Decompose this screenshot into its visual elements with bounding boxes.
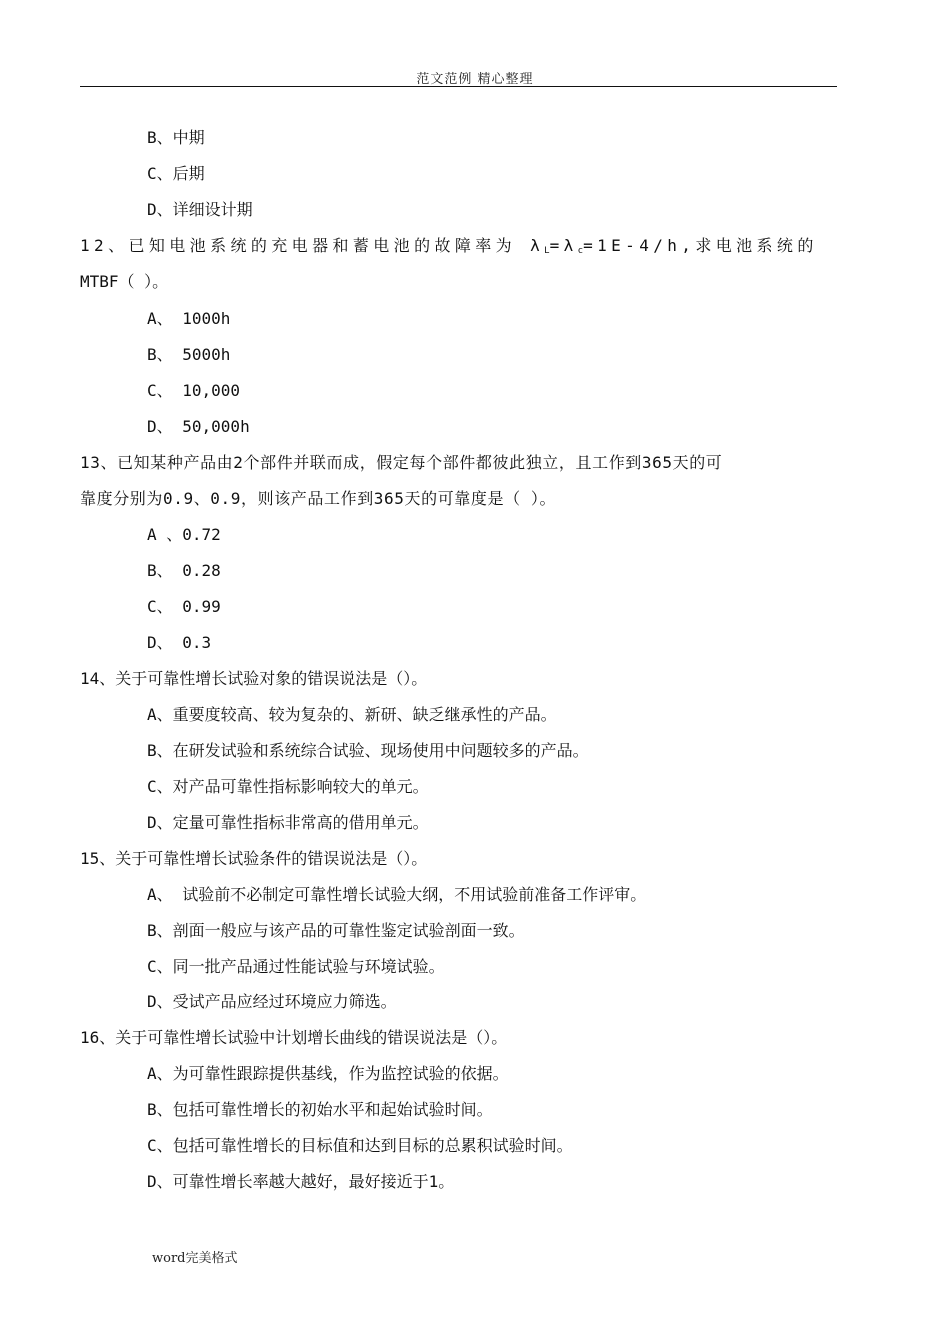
- q12-stem-line2: MTBF（ ）。: [80, 272, 169, 291]
- q13-option-a: A 、0.72: [147, 525, 221, 544]
- q13-stem-line1: 13、已知某种产品由2个部件并联而成，假定每个部件都彼此独立，且工作到365天的可: [80, 453, 723, 472]
- page-header: 范文范例 精心整理: [416, 72, 534, 87]
- q12-stem-line1: [80, 236, 818, 261]
- header-divider: [80, 86, 837, 87]
- q14-option-b: B、在研发试验和系统综合试验、现场使用中问题较多的产品。: [147, 741, 589, 760]
- q16-option-a: A、为可靠性跟踪提供基线，作为监控试验的依据。: [147, 1064, 509, 1083]
- q16-option-d: D、可靠性增长率越大越好，最好接近于1。: [147, 1172, 455, 1191]
- q12-option-c: C、 10,000: [147, 381, 241, 400]
- page-footer: word完美格式: [152, 1251, 238, 1266]
- q14-option-c: C、对产品可靠性指标影响较大的单元。: [147, 777, 429, 796]
- q15-stem: 15、关于可靠性增长试验条件的错误说法是（）。: [80, 849, 428, 868]
- q12-option-d: D、 50,000h: [147, 417, 250, 436]
- q12-option-b: B、 5000h: [147, 345, 231, 364]
- q13-option-b: B、 0.28: [147, 561, 221, 580]
- q16-stem: 16、关于可靠性增长试验中计划增长曲线的错误说法是（）。: [80, 1028, 508, 1047]
- q15-option-d: D、受试产品应经过环境应力筛选。: [147, 992, 397, 1011]
- q12-option-a: A、 1000h: [147, 309, 231, 328]
- q15-option-a: A、 试验前不必制定可靠性增长试验大纲，不用试验前准备工作评审。: [147, 885, 647, 904]
- q13-option-d: D、 0.3: [147, 633, 212, 652]
- q11-option-c: C、后期: [147, 164, 205, 183]
- q11-option-d: D、详细设计期: [147, 200, 253, 219]
- q12-stem-part-a: 12、已知电池系统的充电器和蓄电池的故障率为 λ: [80, 236, 545, 255]
- q12-stem-part-b: =1E-4/h,求电池系统的: [583, 236, 818, 255]
- q14-stem: 14、关于可靠性增长试验对象的错误说法是（）。: [80, 669, 428, 688]
- q13-option-c: C、 0.99: [147, 597, 221, 616]
- q12-subscript-l: L: [544, 246, 550, 256]
- q13-stem-line2: 靠度分别为0.9、0.9，则该产品工作到365天的可靠度是（ ）。: [80, 489, 557, 508]
- q12-subscript-c: c: [577, 246, 584, 256]
- q14-option-a: A、重要度较高、较为复杂的、新研、缺乏继承性的产品。: [147, 705, 557, 724]
- q11-option-b: B、中期: [147, 128, 205, 147]
- q15-option-c: C、同一批产品通过性能试验与环境试验。: [147, 957, 445, 976]
- q16-option-b: B、包括可靠性增长的初始水平和起始试验时间。: [147, 1100, 493, 1119]
- q12-stem-mid: =λ: [549, 236, 578, 255]
- q14-option-d: D、定量可靠性指标非常高的借用单元。: [147, 813, 429, 832]
- q16-option-c: C、包括可靠性增长的目标值和达到目标的总累积试验时间。: [147, 1136, 573, 1155]
- q15-option-b: B、剖面一般应与该产品的可靠性鉴定试验剖面一致。: [147, 921, 525, 940]
